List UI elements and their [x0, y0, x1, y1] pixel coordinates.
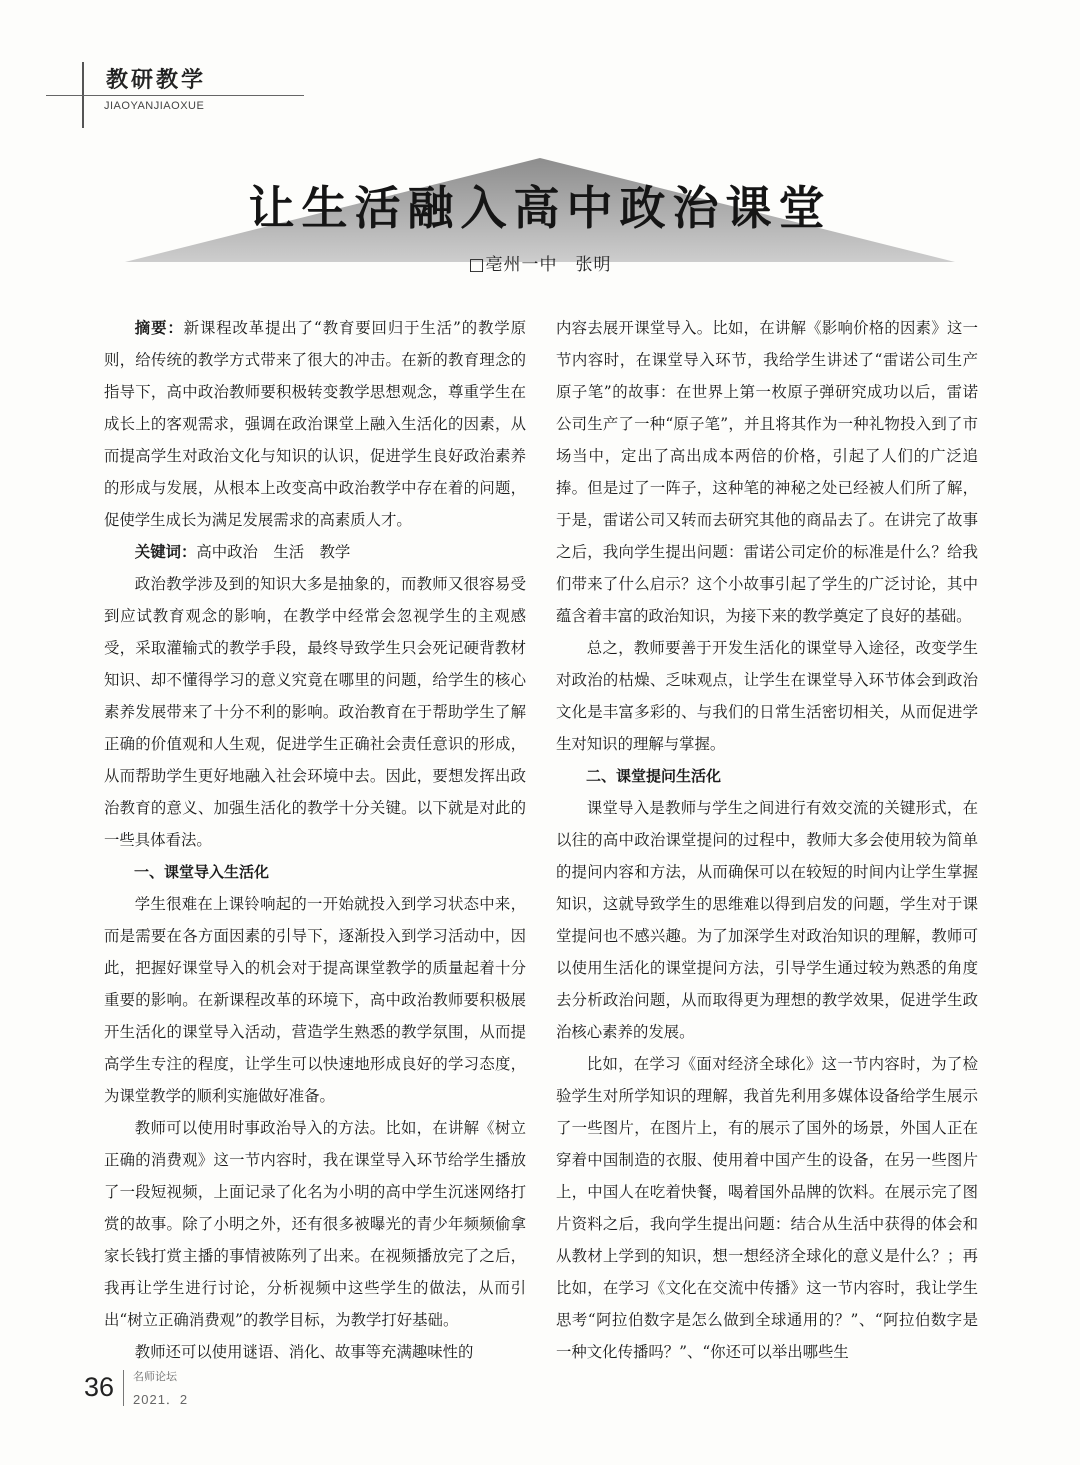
intro-paragraph: 政治教学涉及到的知识大多是抽象的，而教师又很容易受到应试教育观念的影响，在教学中经常会忽视学生的主观感受，采取灌输式的教学手段，最终导致学生只会死记硬背教材知识、却不懂得学习的意义究竟在哪里的问题，给学生的核心素养发展带来了十分不利的影响。政治教育在于帮助学生了解正确的价值观和人生观，促进学生正确社会责任意识的形成，从而帮助学生更好地融入社会环境中去。因此，要想发挥出政治教育的意义、加强生活化的教学十分关键。以下就是对此的一些具体看法。: [104, 575, 526, 849]
header-horizontal-rule: [46, 95, 304, 96]
section-heading-1: 一、课堂导入生活化: [134, 863, 270, 881]
body-paragraph-continued: 内容去展开课堂导入。比如，在讲解《影响价格的因素》这一节内容时，在课堂导入环节，我给学生讲述了“雷诺公司生产原子笔”的故事：在世界上第一枚原子弹研究成功以后，雷诺公司生产了一种“原子笔”，并且将其作为一种礼物投入到了市场当中，定出了高出成本两倍的价格，引起了人们的广泛追捧。但是过了一阵子，这种笔的神秘之处已经被人们所了解，于是，雷诺公司又转而去研究其他的商品去了。在讲完了故事之后，我向学生提出问题：雷诺公司定价的标准是什么？给我们带来了什么启示？这个小故事引起了学生的广泛讨论，其中蕴含着丰富的政治知识，为接下来的教学奠定了良好的基础。: [556, 319, 978, 625]
page-number: 36: [84, 1372, 115, 1402]
body-paragraph: 比如，在学习《面对经济全球化》这一节内容时，为了检验学生对所学知识的理解，我首先利用多媒体设备给学生展示了一些图片，在图片上，有的展示了国外的场景，外国人正在穿着中国制造的衣服、使用着中国产生的设备，在另一些图片上，中国人在吃着快餐，喝着国外品牌的饮料。在展示完了图片资料之后，我向学生提出问题：结合从生活中获得的体会和从教材上学到的知识，想一想经济全球化的意义是什么？；再比如，在学习《文化在交流中传播》这一节内容时，我让学生思考“阿拉伯数字是怎么做到全球通用的？”、“阿拉伯数字是一种文化传播吗？”、“你还可以举出哪些生: [556, 1055, 978, 1361]
keywords-paragraph: [104, 536, 526, 568]
abstract-paragraph: [104, 312, 526, 536]
abstract-text: 新课程改革提出了“教育要回归于生活”的教学原则，给传统的教学方式带来了很大的冲击。在新的教育理念的指导下，高中政治教师要积极转变教学思想观念，尊重学生在成长上的客观需求，强调在政治课堂上融入生活化的因素，从而提高学生对政治文化与知识的认识，促进学生良好政治素养的形成与发展，从根本上改变高中政治教学中存在着的问题，促使学生成长为满足发展需求的高素质人才。: [104, 319, 526, 529]
left-column: [104, 312, 526, 1368]
issue-number: 2021．2: [133, 1392, 189, 1407]
keywords-text: 高中政治 生活 教学: [196, 543, 351, 561]
right-column: [556, 312, 978, 1368]
section-heading-2: 二、课堂提问生活化: [586, 767, 722, 785]
section-label-pinyin: JIAOYANJIAOXUE: [104, 100, 205, 112]
body-paragraph: 课堂导入是教师与学生之间进行有效交流的关键形式，在以往的高中政治课堂提问的过程中，教师大多会使用较为简单的提问内容和方法，从而确保可以在较短的时间内让学生掌握知识，这就导致学生的思维难以得到启发的问题，学生对于课堂提问也不感兴趣。为了加深学生对政治知识的理解，教师可以使用生活化的课堂提问方法，引导学生通过较为熟悉的角度去分析政治问题，从而取得更为理想的教学效果，促进学生政治核心素养的发展。: [556, 799, 978, 1041]
journal-name: 名师论坛: [133, 1370, 177, 1383]
body-paragraph: 学生很难在上课铃响起的一开始就投入到学习状态中来，而是需要在各方面因素的引导下，逐渐投入到学习活动中，因此，把握好课堂导入的机会对于提高课堂教学的质量起着十分重要的影响。在新课程改革的环境下，高中政治教师要积极展开生活化的课堂导入活动，营造学生熟悉的教学氛围，从而提高学生专注的程度，让学生可以快速地形成良好的学习态度，为课堂教学的顺利实施做好准备。: [104, 895, 526, 1105]
body-paragraph: 教师可以使用时事政治导入的方法。比如，在讲解《树立正确的消费观》这一节内容时，我在课堂导入环节给学生播放了一段短视频，上面记录了化名为小明的高中学生沉迷网络打赏的故事。除了小明之外，还有很多被曝光的青少年频频偷拿家长钱打赏主播的事情被陈列了出来。在视频播放完了之后，我再让学生进行讨论，分析视频中这些学生的做法，从而引出“树立正确消费观”的教学目标，为教学打好基础。: [104, 1119, 526, 1329]
keywords-label: 关键词：: [134, 543, 197, 561]
abstract-label: 摘要：: [134, 319, 184, 337]
body-paragraph: 总之，教师要善于开发生活化的课堂导入途径，改变学生对政治的枯燥、乏味观点，让学生在课堂导入环节体会到政治文化是丰富多彩的、与我们的日常生活密切相关，从而促进学生对知识的理解与掌握。: [556, 639, 978, 753]
body-paragraph: 教师还可以使用谜语、消化、故事等充满趣味性的: [134, 1343, 474, 1361]
section-label: 教研教学: [106, 68, 207, 93]
article-title: 让生活融入高中政治课堂: [248, 181, 832, 235]
footer-rule: [123, 1370, 124, 1406]
article-byline: □亳州一中 张明: [468, 255, 612, 275]
